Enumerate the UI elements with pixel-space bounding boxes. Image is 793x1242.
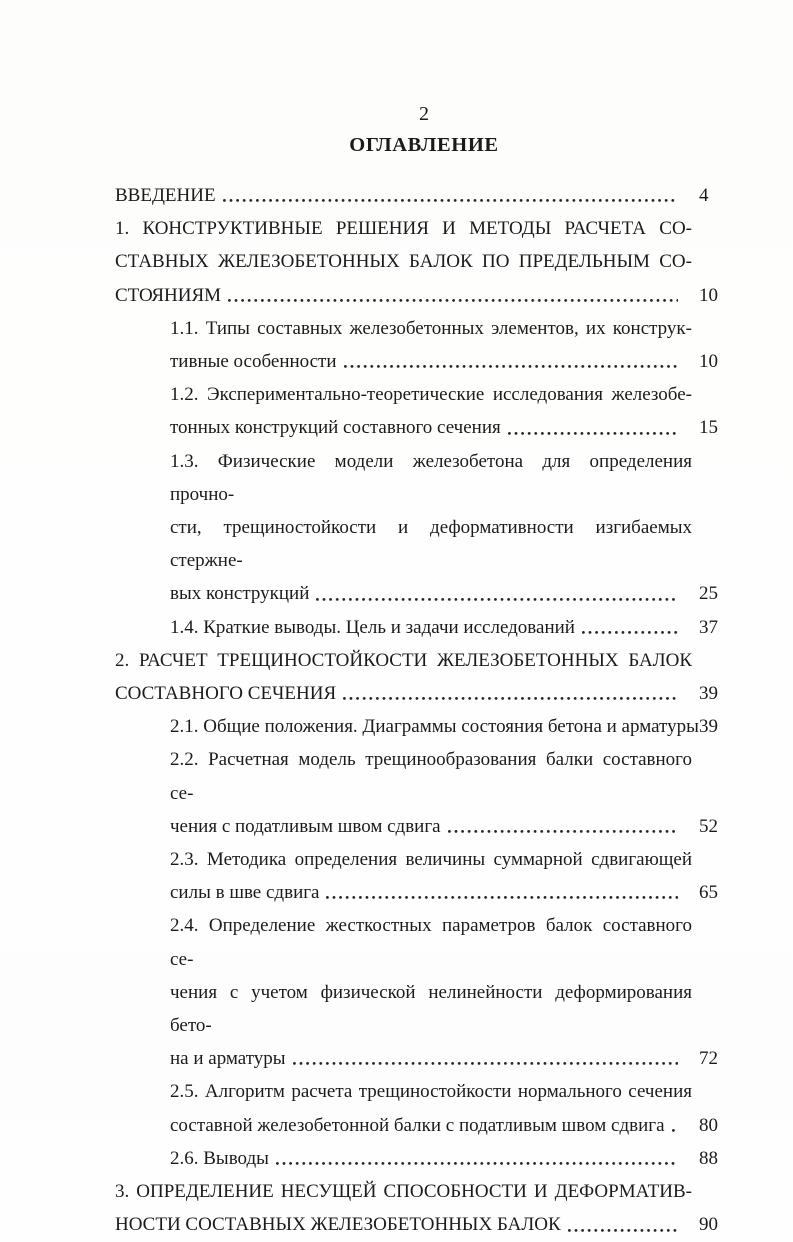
toc-page-number: 80 bbox=[699, 1114, 718, 1136]
toc-entry-text bbox=[115, 1175, 692, 1241]
toc-entry-line bbox=[115, 279, 692, 312]
toc-entry bbox=[115, 710, 733, 743]
toc-page-number: 10 bbox=[699, 351, 718, 373]
toc-entry-line bbox=[170, 710, 699, 743]
dot-leader bbox=[508, 411, 678, 444]
toc-entry bbox=[115, 743, 733, 843]
toc-page-number: 10 bbox=[699, 284, 718, 306]
toc-entry-line-text: 2.6. Выводы bbox=[170, 1147, 269, 1169]
toc-entry-line bbox=[170, 1109, 692, 1142]
dot-leader bbox=[276, 1142, 678, 1175]
toc-entry-line bbox=[115, 179, 692, 212]
toc-entry-line-text: 2.1. Общие положения. Диаграммы состояния бетона и арматуры bbox=[170, 716, 699, 738]
toc-entry-line bbox=[170, 810, 692, 843]
toc-entry-line-text: вых конструкций bbox=[170, 583, 310, 605]
dot-leader bbox=[344, 345, 678, 378]
toc-entry-line: 1.2. Экспериментально-теоретические исследования железобе- bbox=[170, 384, 692, 406]
page-header bbox=[115, 101, 733, 158]
toc-entry bbox=[115, 378, 733, 444]
dot-leader bbox=[448, 810, 678, 843]
dot-leader bbox=[706, 710, 712, 743]
toc-entry-line: 3. ОПРЕДЕЛЕНИЕ НЕСУЩЕЙ СПОСОБНОСТИ И ДЕФОРМАТИВ- bbox=[115, 1181, 692, 1203]
toc-entry-line: 1. КОНСТРУКТИВНЫЕ РЕШЕНИЯ И МЕТОДЫ РАСЧЕТА СО- bbox=[115, 218, 692, 240]
toc-entry bbox=[115, 1175, 733, 1241]
toc-entry-line bbox=[170, 411, 692, 444]
toc-entry bbox=[115, 843, 733, 909]
toc-page-number: 52 bbox=[699, 815, 718, 837]
toc-page-number: 72 bbox=[699, 1048, 718, 1070]
toc-page-number: 25 bbox=[699, 583, 718, 605]
toc-page-number: 65 bbox=[699, 882, 718, 904]
toc-entry bbox=[115, 611, 733, 644]
toc-entry-line: 2.4. Определение жесткостных параметров балок составного се- bbox=[170, 915, 692, 970]
toc-entry-line-text: силы в шве сдвига bbox=[170, 882, 320, 904]
toc-entry bbox=[115, 212, 733, 312]
toc-entry-line: чения с учетом физической нелинейности деформирования бето- bbox=[170, 981, 692, 1037]
dot-leader bbox=[223, 179, 678, 212]
toc-entry-line-text: 1.4. Краткие выводы. Цель и задачи исследований bbox=[170, 616, 575, 638]
toc-entry bbox=[115, 1075, 733, 1141]
toc-entry-line: 2.3. Методика определения величины суммарной сдвигающей bbox=[170, 849, 692, 871]
toc-entry-line-text: тонных конструкций составного сечения bbox=[170, 417, 501, 439]
toc-page-number: 90 bbox=[699, 1214, 718, 1236]
toc-entry bbox=[115, 179, 733, 212]
toc-entry-text bbox=[115, 1142, 692, 1175]
dot-leader bbox=[568, 1208, 678, 1241]
toc-entry-line bbox=[170, 1142, 692, 1175]
toc-entry-line-text: ВВЕДЕНИЕ bbox=[115, 185, 216, 206]
dot-leader bbox=[582, 611, 678, 644]
toc-entry bbox=[115, 644, 733, 710]
toc-entry-text bbox=[115, 179, 692, 212]
toc-entry-text bbox=[115, 312, 692, 378]
toc-entry-line-text: СТОЯНИЯМ bbox=[115, 284, 222, 306]
toc-entry-text bbox=[115, 710, 699, 743]
toc-entry-line bbox=[170, 577, 692, 610]
toc-entry-line bbox=[170, 1042, 692, 1075]
toc-list bbox=[115, 179, 733, 1242]
toc-page-number: 15 bbox=[699, 417, 718, 439]
toc-entry-line bbox=[170, 876, 692, 909]
toc-entry-line: 2.2. Расчетная модель трещинообразования балки составного се- bbox=[170, 749, 692, 804]
toc-page-number: 88 bbox=[699, 1147, 718, 1169]
toc-entry-line: 1.3. Физические модели железобетона для определения прочно- bbox=[170, 450, 692, 505]
toc-entry-text bbox=[115, 909, 692, 1075]
toc-entry-text bbox=[115, 212, 692, 312]
toc-page-number: 37 bbox=[699, 616, 718, 638]
toc-entry-line-text: на и арматуры bbox=[170, 1048, 286, 1070]
toc-entry bbox=[115, 445, 733, 611]
toc-entry-line: сти, трещиностойкости и деформативности изгибаемых стержне- bbox=[170, 517, 692, 572]
toc-entry-line: 2.5. Алгоритм расчета трещиностойкости нормального сечения bbox=[170, 1081, 692, 1103]
toc-entry bbox=[115, 312, 733, 378]
toc-entry-line-text: тивные особенности bbox=[170, 351, 337, 373]
toc-entry-line bbox=[170, 345, 692, 378]
toc-entry-line: СТАВНЫХ ЖЕЛЕЗОБЕТОННЫХ БАЛОК ПО ПРЕДЕЛЬНЫМ СО- bbox=[115, 251, 692, 273]
dot-leader bbox=[326, 876, 678, 909]
toc-entry-text bbox=[115, 445, 692, 611]
page-number-top: 2 bbox=[419, 103, 429, 125]
toc-entry-line-text: составной железобетонной балки с податливым швом сдвига bbox=[170, 1114, 665, 1136]
toc-entry-text bbox=[115, 843, 692, 909]
toc-entry-text bbox=[115, 644, 692, 710]
dot-leader bbox=[293, 1042, 678, 1075]
toc-page-number: 39 bbox=[699, 716, 718, 738]
toc-entry-line-text: СОСТАВНОГО СЕЧЕНИЯ bbox=[115, 683, 337, 705]
toc-entry-line: 2. РАСЧЕТ ТРЕЩИНОСТОЙКОСТИ ЖЕЛЕЗОБЕТОННЫХ БАЛОК bbox=[115, 649, 692, 671]
toc-entry-text bbox=[115, 378, 692, 444]
toc-entry-text bbox=[115, 743, 692, 843]
dot-leader bbox=[228, 279, 678, 312]
toc-entry bbox=[115, 909, 733, 1075]
toc-entry-line bbox=[115, 677, 692, 710]
toc-entry-line-text: НОСТИ СОСТАВНЫХ ЖЕЛЕЗОБЕТОННЫХ БАЛОК bbox=[115, 1214, 561, 1236]
toc-entry-line-text: чения с податливым швом сдвига bbox=[170, 815, 441, 837]
dot-leader bbox=[316, 577, 678, 610]
toc-heading: ОГЛАВЛЕНИЕ bbox=[349, 134, 499, 156]
toc-page-number: 4 bbox=[699, 185, 709, 206]
toc-entry-text bbox=[115, 611, 692, 644]
toc-entry-line bbox=[170, 611, 692, 644]
toc-page-number: 39 bbox=[699, 683, 718, 705]
dot-leader bbox=[672, 1109, 678, 1142]
toc-entry-line: 1.1. Типы составных железобетонных элементов, их конструк- bbox=[170, 317, 692, 339]
toc-entry bbox=[115, 1142, 733, 1175]
dot-leader bbox=[343, 677, 678, 710]
toc-entry-text bbox=[115, 1075, 692, 1141]
toc-entry-line bbox=[115, 1208, 692, 1241]
